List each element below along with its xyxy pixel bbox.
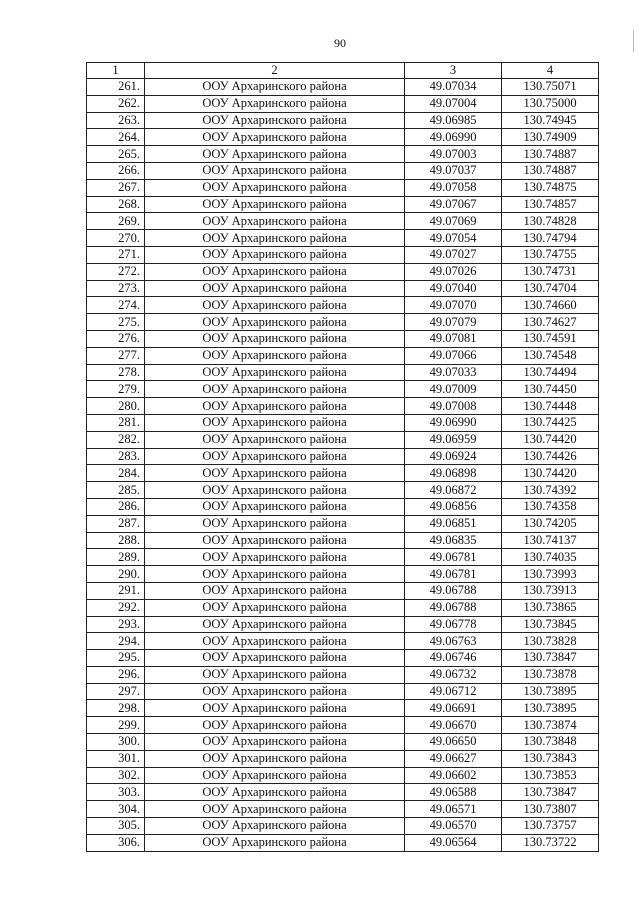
row-number: 292.	[87, 599, 145, 616]
longitude-value: 130.74035	[502, 549, 599, 566]
row-number: 264.	[87, 129, 145, 146]
longitude-value: 130.74450	[502, 381, 599, 398]
longitude-value: 130.74425	[502, 414, 599, 431]
table-row	[87, 498, 599, 515]
table-row	[87, 767, 599, 784]
longitude-value: 130.73843	[502, 750, 599, 767]
latitude-value: 49.06781	[405, 549, 502, 566]
page-number: 90	[334, 36, 346, 50]
organization-name: ООУ Архаринского района	[145, 314, 405, 331]
longitude-value: 130.74448	[502, 398, 599, 415]
table-row	[87, 650, 599, 667]
row-number: 304.	[87, 801, 145, 818]
longitude-value: 130.74358	[502, 498, 599, 515]
row-number: 302.	[87, 767, 145, 784]
table-row	[87, 414, 599, 431]
organization-name: ООУ Архаринского района	[145, 297, 405, 314]
latitude-value: 49.06872	[405, 482, 502, 499]
organization-name: ООУ Архаринского района	[145, 633, 405, 650]
longitude-value: 130.73848	[502, 734, 599, 751]
row-number: 299.	[87, 717, 145, 734]
latitude-value: 49.07070	[405, 297, 502, 314]
row-number: 262.	[87, 95, 145, 112]
longitude-value: 130.74794	[502, 230, 599, 247]
table-row	[87, 582, 599, 599]
table-row	[87, 314, 599, 331]
row-number: 263.	[87, 112, 145, 129]
table-row	[87, 666, 599, 683]
table-row	[87, 633, 599, 650]
latitude-value: 49.06959	[405, 431, 502, 448]
longitude-value: 130.74137	[502, 532, 599, 549]
table-row	[87, 129, 599, 146]
latitude-value: 49.07008	[405, 398, 502, 415]
latitude-value: 49.06788	[405, 599, 502, 616]
table-row	[87, 801, 599, 818]
row-number: 283.	[87, 448, 145, 465]
latitude-value: 49.06588	[405, 784, 502, 801]
row-number: 278.	[87, 364, 145, 381]
organization-name: ООУ Архаринского района	[145, 801, 405, 818]
row-number: 270.	[87, 230, 145, 247]
organization-name: ООУ Архаринского района	[145, 196, 405, 213]
table-row	[87, 162, 599, 179]
organization-name: ООУ Архаринского района	[145, 414, 405, 431]
organization-name: ООУ Архаринского района	[145, 448, 405, 465]
longitude-value: 130.74494	[502, 364, 599, 381]
latitude-value: 49.06670	[405, 717, 502, 734]
latitude-value: 49.06778	[405, 616, 502, 633]
scan-edge-mark	[633, 30, 634, 52]
longitude-value: 130.73757	[502, 818, 599, 835]
longitude-value: 130.74392	[502, 482, 599, 499]
latitude-value: 49.06712	[405, 683, 502, 700]
table-row	[87, 347, 599, 364]
organization-name: ООУ Архаринского района	[145, 347, 405, 364]
organization-name: ООУ Архаринского района	[145, 162, 405, 179]
row-number: 275.	[87, 314, 145, 331]
latitude-value: 49.06602	[405, 767, 502, 784]
organization-name: ООУ Архаринского района	[145, 566, 405, 583]
latitude-value: 49.06732	[405, 666, 502, 683]
organization-name: ООУ Архаринского района	[145, 230, 405, 247]
latitude-value: 49.06571	[405, 801, 502, 818]
organization-name: ООУ Архаринского района	[145, 280, 405, 297]
longitude-value: 130.74420	[502, 465, 599, 482]
longitude-value: 130.73722	[502, 834, 599, 851]
latitude-value: 49.06763	[405, 633, 502, 650]
organization-name: ООУ Архаринского района	[145, 650, 405, 667]
table-row	[87, 616, 599, 633]
longitude-value: 130.74420	[502, 431, 599, 448]
organization-name: ООУ Архаринского района	[145, 700, 405, 717]
organization-name: ООУ Архаринского района	[145, 465, 405, 482]
organization-name: ООУ Архаринского района	[145, 818, 405, 835]
latitude-value: 49.06990	[405, 414, 502, 431]
latitude-value: 49.06650	[405, 734, 502, 751]
organization-name: ООУ Архаринского района	[145, 784, 405, 801]
organization-name: ООУ Архаринского района	[145, 431, 405, 448]
row-number: 294.	[87, 633, 145, 650]
longitude-value: 130.73865	[502, 599, 599, 616]
longitude-value: 130.74205	[502, 515, 599, 532]
organization-name: ООУ Архаринского района	[145, 666, 405, 683]
table-row	[87, 196, 599, 213]
table-row	[87, 263, 599, 280]
latitude-value: 49.06781	[405, 566, 502, 583]
organization-name: ООУ Архаринского района	[145, 616, 405, 633]
latitude-value: 49.06570	[405, 818, 502, 835]
latitude-value: 49.07027	[405, 246, 502, 263]
longitude-value: 130.74857	[502, 196, 599, 213]
longitude-value: 130.75071	[502, 79, 599, 96]
latitude-value: 49.07058	[405, 179, 502, 196]
organization-name: ООУ Архаринского района	[145, 179, 405, 196]
longitude-value: 130.74426	[502, 448, 599, 465]
row-number: 303.	[87, 784, 145, 801]
row-number: 290.	[87, 566, 145, 583]
table-row	[87, 532, 599, 549]
longitude-value: 130.74704	[502, 280, 599, 297]
row-number: 281.	[87, 414, 145, 431]
row-number: 298.	[87, 700, 145, 717]
table-row	[87, 784, 599, 801]
row-number: 306.	[87, 834, 145, 851]
organization-name: ООУ Архаринского района	[145, 112, 405, 129]
table-body	[87, 79, 599, 852]
organization-name: ООУ Архаринского района	[145, 95, 405, 112]
latitude-value: 49.06691	[405, 700, 502, 717]
table-row	[87, 79, 599, 96]
table-row	[87, 448, 599, 465]
organization-name: ООУ Архаринского района	[145, 683, 405, 700]
longitude-value: 130.74875	[502, 179, 599, 196]
organization-name: ООУ Архаринского района	[145, 146, 405, 163]
row-number: 261.	[87, 79, 145, 96]
row-number: 297.	[87, 683, 145, 700]
longitude-value: 130.74548	[502, 347, 599, 364]
longitude-value: 130.74887	[502, 162, 599, 179]
table-row	[87, 280, 599, 297]
row-number: 279.	[87, 381, 145, 398]
table-row	[87, 381, 599, 398]
organization-name: ООУ Архаринского района	[145, 129, 405, 146]
row-number: 265.	[87, 146, 145, 163]
table-row	[87, 834, 599, 851]
organization-name: ООУ Архаринского района	[145, 398, 405, 415]
organization-name: ООУ Архаринского района	[145, 734, 405, 751]
longitude-value: 130.74627	[502, 314, 599, 331]
table-row	[87, 515, 599, 532]
table-row	[87, 112, 599, 129]
row-number: 305.	[87, 818, 145, 835]
latitude-value: 49.07066	[405, 347, 502, 364]
longitude-value: 130.73847	[502, 650, 599, 667]
row-number: 296.	[87, 666, 145, 683]
latitude-value: 49.07081	[405, 330, 502, 347]
table-row	[87, 482, 599, 499]
row-number: 301.	[87, 750, 145, 767]
latitude-value: 49.06835	[405, 532, 502, 549]
row-number: 285.	[87, 482, 145, 499]
latitude-value: 49.06985	[405, 112, 502, 129]
table-row	[87, 330, 599, 347]
row-number: 276.	[87, 330, 145, 347]
latitude-value: 49.07033	[405, 364, 502, 381]
latitude-value: 49.06627	[405, 750, 502, 767]
latitude-value: 49.06924	[405, 448, 502, 465]
row-number: 277.	[87, 347, 145, 364]
table-row	[87, 465, 599, 482]
latitude-value: 49.07079	[405, 314, 502, 331]
row-number: 286.	[87, 498, 145, 515]
header-row	[87, 63, 599, 79]
table-row	[87, 566, 599, 583]
table-row	[87, 230, 599, 247]
longitude-value: 130.74945	[502, 112, 599, 129]
longitude-value: 130.74887	[502, 146, 599, 163]
latitude-value: 49.07037	[405, 162, 502, 179]
longitude-value: 130.74909	[502, 129, 599, 146]
latitude-value: 49.07003	[405, 146, 502, 163]
latitude-value: 49.07009	[405, 381, 502, 398]
latitude-value: 49.07054	[405, 230, 502, 247]
coordinates-table	[86, 62, 599, 852]
latitude-value: 49.06851	[405, 515, 502, 532]
organization-name: ООУ Архаринского района	[145, 549, 405, 566]
latitude-value: 49.06564	[405, 834, 502, 851]
row-number: 288.	[87, 532, 145, 549]
row-number: 300.	[87, 734, 145, 751]
longitude-value: 130.75000	[502, 95, 599, 112]
longitude-value: 130.73895	[502, 700, 599, 717]
row-number: 273.	[87, 280, 145, 297]
row-number: 280.	[87, 398, 145, 415]
longitude-value: 130.74591	[502, 330, 599, 347]
longitude-value: 130.73874	[502, 717, 599, 734]
row-number: 282.	[87, 431, 145, 448]
latitude-value: 49.07069	[405, 213, 502, 230]
longitude-value: 130.73847	[502, 784, 599, 801]
organization-name: ООУ Архаринского района	[145, 364, 405, 381]
table-row	[87, 599, 599, 616]
latitude-value: 49.06990	[405, 129, 502, 146]
latitude-value: 49.07067	[405, 196, 502, 213]
header-col-4: 4	[502, 63, 599, 79]
latitude-value: 49.07040	[405, 280, 502, 297]
table-row	[87, 818, 599, 835]
organization-name: ООУ Архаринского района	[145, 213, 405, 230]
latitude-value: 49.07026	[405, 263, 502, 280]
organization-name: ООУ Архаринского района	[145, 79, 405, 96]
organization-name: ООУ Архаринского района	[145, 515, 405, 532]
row-number: 269.	[87, 213, 145, 230]
table-row	[87, 750, 599, 767]
row-number: 272.	[87, 263, 145, 280]
table-row	[87, 213, 599, 230]
longitude-value: 130.73913	[502, 582, 599, 599]
table-row	[87, 549, 599, 566]
longitude-value: 130.74755	[502, 246, 599, 263]
header-col-2: 2	[145, 63, 405, 79]
header-col-3: 3	[405, 63, 502, 79]
organization-name: ООУ Архаринского района	[145, 263, 405, 280]
table-row	[87, 146, 599, 163]
header-col-1: 1	[87, 63, 145, 79]
table-row	[87, 364, 599, 381]
latitude-value: 49.06898	[405, 465, 502, 482]
row-number: 291.	[87, 582, 145, 599]
row-number: 271.	[87, 246, 145, 263]
longitude-value: 130.73828	[502, 633, 599, 650]
organization-name: ООУ Архаринского района	[145, 498, 405, 515]
table-row	[87, 683, 599, 700]
row-number: 284.	[87, 465, 145, 482]
organization-name: ООУ Архаринского района	[145, 767, 405, 784]
organization-name: ООУ Архаринского района	[145, 599, 405, 616]
row-number: 274.	[87, 297, 145, 314]
row-number: 295.	[87, 650, 145, 667]
longitude-value: 130.73993	[502, 566, 599, 583]
table-row	[87, 734, 599, 751]
organization-name: ООУ Архаринского района	[145, 330, 405, 347]
longitude-value: 130.73807	[502, 801, 599, 818]
row-number: 293.	[87, 616, 145, 633]
row-number: 266.	[87, 162, 145, 179]
longitude-value: 130.74660	[502, 297, 599, 314]
table-row	[87, 95, 599, 112]
longitude-value: 130.74731	[502, 263, 599, 280]
latitude-value: 49.06788	[405, 582, 502, 599]
organization-name: ООУ Архаринского района	[145, 750, 405, 767]
organization-name: ООУ Архаринского района	[145, 834, 405, 851]
latitude-value: 49.07004	[405, 95, 502, 112]
table-row	[87, 246, 599, 263]
row-number: 267.	[87, 179, 145, 196]
row-number: 268.	[87, 196, 145, 213]
organization-name: ООУ Архаринского района	[145, 532, 405, 549]
table-header	[87, 63, 599, 79]
longitude-value: 130.73895	[502, 683, 599, 700]
row-number: 289.	[87, 549, 145, 566]
organization-name: ООУ Архаринского района	[145, 482, 405, 499]
row-number: 287.	[87, 515, 145, 532]
longitude-value: 130.73878	[502, 666, 599, 683]
longitude-value: 130.73853	[502, 767, 599, 784]
table-row	[87, 700, 599, 717]
table-row	[87, 431, 599, 448]
table-row	[87, 179, 599, 196]
latitude-value: 49.07034	[405, 79, 502, 96]
table-row	[87, 398, 599, 415]
organization-name: ООУ Архаринского района	[145, 246, 405, 263]
table-row	[87, 297, 599, 314]
organization-name: ООУ Архаринского района	[145, 582, 405, 599]
latitude-value: 49.06856	[405, 498, 502, 515]
organization-name: ООУ Архаринского района	[145, 717, 405, 734]
longitude-value: 130.73845	[502, 616, 599, 633]
longitude-value: 130.74828	[502, 213, 599, 230]
latitude-value: 49.06746	[405, 650, 502, 667]
table-row	[87, 717, 599, 734]
organization-name: ООУ Архаринского района	[145, 381, 405, 398]
